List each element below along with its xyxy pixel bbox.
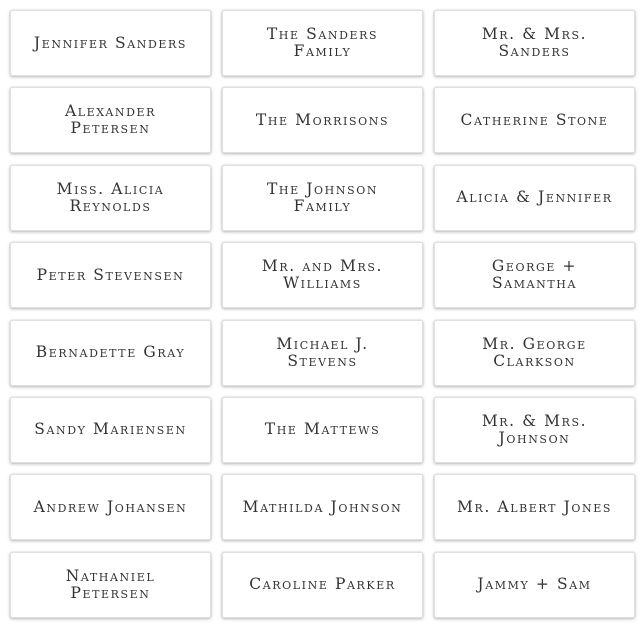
place-card xyxy=(222,87,423,153)
place-card-name: Mr. Albert Jones xyxy=(457,497,612,516)
place-card-name: Nathaniel Petersen xyxy=(65,566,156,602)
place-card xyxy=(222,552,423,618)
place-card xyxy=(222,320,423,386)
place-card xyxy=(434,165,635,231)
place-card-name: Jennifer Sanders xyxy=(33,33,188,52)
place-card xyxy=(222,474,423,540)
place-card-name: The Mattews xyxy=(264,420,381,439)
place-card xyxy=(10,165,211,231)
place-card-name: George + Samantha xyxy=(491,257,578,293)
place-card-name: Mr. & Mrs. Johnson xyxy=(481,411,588,447)
place-card xyxy=(434,10,635,76)
place-card xyxy=(10,320,211,386)
place-card xyxy=(434,474,635,540)
place-card xyxy=(434,242,635,308)
place-card-name: Mr. George Clarkson xyxy=(482,334,587,370)
place-card-name: Jammy + Sam xyxy=(477,575,592,594)
place-card xyxy=(10,474,211,540)
place-card-name: Bernadette Gray xyxy=(35,343,186,362)
place-card-name: Andrew Johansen xyxy=(33,497,188,516)
place-card xyxy=(10,397,211,463)
place-card xyxy=(10,552,211,618)
place-card-name: Michael J. Stevens xyxy=(276,334,369,370)
place-card xyxy=(434,87,635,153)
place-card xyxy=(222,242,423,308)
place-card-name: Mr. and Mrs. Williams xyxy=(261,257,384,293)
place-card xyxy=(434,320,635,386)
place-card-name: Mr. & Mrs. Sanders xyxy=(481,25,588,60)
place-card-grid xyxy=(10,10,636,618)
place-card xyxy=(222,165,423,231)
place-card-name: Miss. Alicia Reynolds xyxy=(56,179,165,215)
place-card xyxy=(222,397,423,463)
place-card-name: The Morrisons xyxy=(255,110,390,129)
place-card xyxy=(10,87,211,153)
place-card-name: Sandy Mariensen xyxy=(34,420,187,439)
place-card-name: Alicia & Jennifer xyxy=(456,188,613,207)
place-card xyxy=(222,10,423,76)
place-card xyxy=(10,10,211,76)
place-card-name: Catherine Stone xyxy=(460,110,609,129)
place-card xyxy=(10,242,211,308)
place-card-name: The Sanders Family xyxy=(266,25,379,60)
place-card-name: Mathilda Johnson xyxy=(242,497,403,516)
place-card xyxy=(434,552,635,618)
place-card-name: The Johnson Family xyxy=(266,179,379,215)
place-card-name: Peter Stevensen xyxy=(36,265,185,284)
place-card-name: Alexander Petersen xyxy=(64,102,157,138)
place-card-name: Caroline Parker xyxy=(249,575,396,594)
place-card xyxy=(434,397,635,463)
